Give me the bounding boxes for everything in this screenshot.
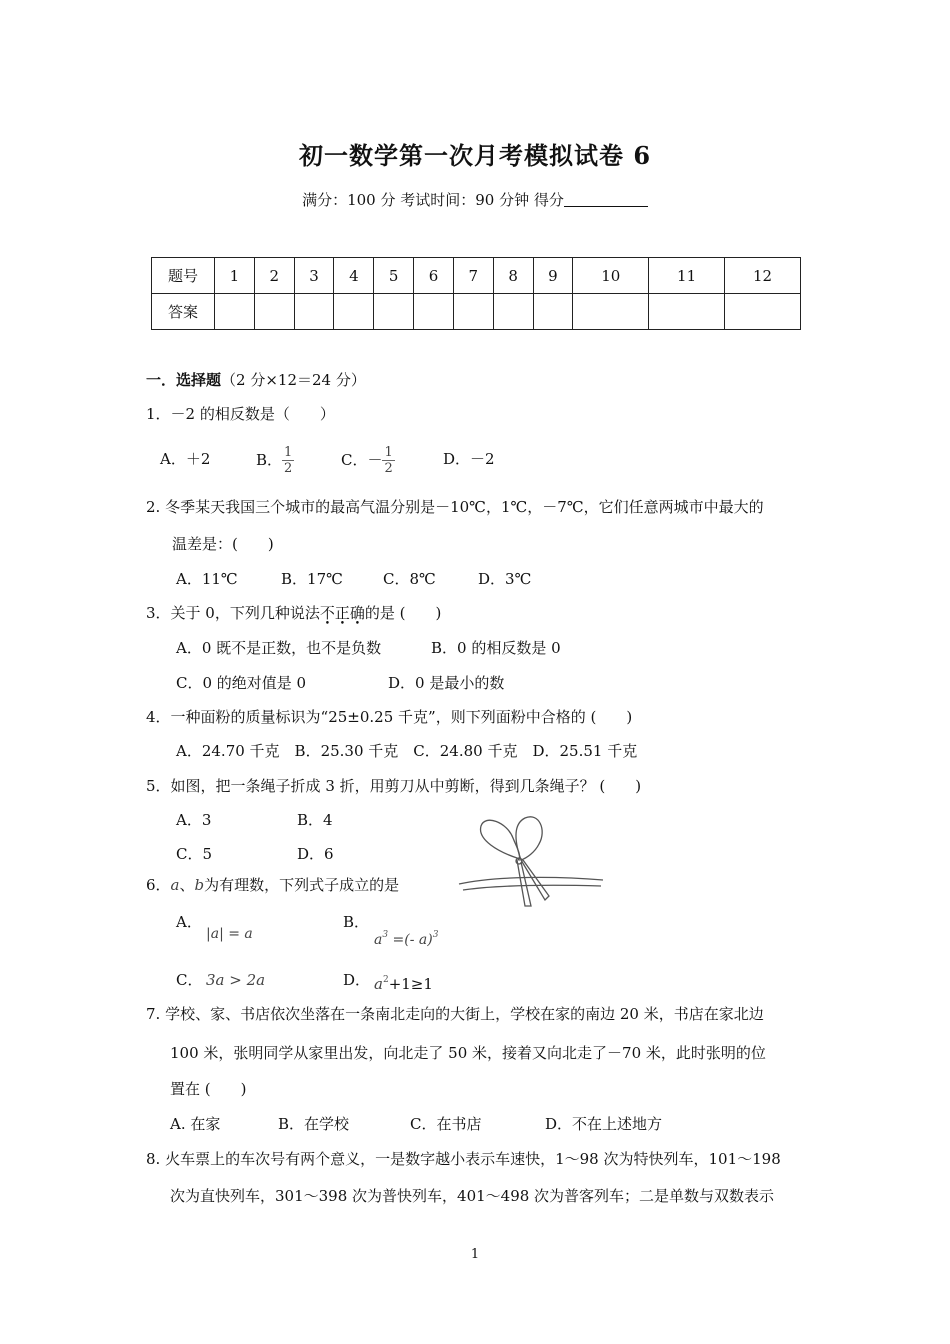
q6-stem (146, 875, 399, 895)
q6-b-exponent-2: 3 (432, 930, 439, 940)
q8-line1: 8. 火车票上的车次号有两个意义，一是数字越小表示车速快，1～98 次为特快列车，101～198 (146, 1150, 781, 1168)
q7-line3: 置在 ( ) (170, 1080, 247, 1098)
q6-option-c-expr: 3a > 2a (206, 971, 266, 989)
scissors-handle-right (516, 817, 542, 860)
q2-option-a: A．11℃ (176, 570, 238, 588)
answer-cell[interactable] (725, 294, 801, 330)
q3-option-a: A．0 既不是正数，也不是负数 (176, 639, 382, 657)
q1-option-c-label: C．－ (341, 451, 383, 469)
answer-cell[interactable] (215, 294, 255, 330)
answer-table-answer-row (152, 294, 801, 330)
q5-option-d: D．6 (297, 845, 334, 863)
emphasis-char: 不 (319, 604, 335, 622)
score-blank[interactable] (564, 192, 648, 207)
q6-sep: 、 (179, 876, 195, 894)
table-number: 1 (215, 258, 255, 294)
answer-cell[interactable] (573, 294, 649, 330)
table-number: 6 (414, 258, 454, 294)
q1-option-d: D．－2 (443, 450, 495, 468)
q1-option-b-label: B． (256, 451, 283, 469)
fraction (382, 445, 394, 476)
scissors-handle-left (481, 820, 520, 860)
table-number: 10 (573, 258, 649, 294)
fraction-denominator: 2 (384, 460, 393, 476)
q6-option-b-expr (374, 925, 438, 950)
q7-line1: 7. 学校、家、书店依次坐落在一条南北走向的大街上，学校在家的南边 20 米，书店在家北边 (146, 1005, 764, 1023)
q1-option-b (256, 438, 294, 482)
exam-info (0, 189, 950, 210)
table-number: 5 (374, 258, 414, 294)
q4-stem: 4．一种面粉的质量标识为“25±0.25 千克”，则下列面粉中合格的 ( ) (146, 708, 633, 726)
section-heading (146, 370, 366, 390)
q3-option-b: B．0 的相反数是 0 (431, 639, 561, 657)
table-header-label: 题号 (152, 258, 215, 294)
q6-option-b-label: B． (343, 913, 370, 931)
q5-option-c: C．5 (176, 845, 213, 863)
q7-option-a: A. 在家 (170, 1115, 221, 1133)
answer-cell[interactable] (414, 294, 454, 330)
page-number: 1 (470, 1247, 480, 1262)
section-points: （2 分×12＝24 分） (221, 371, 366, 389)
q1-option-c (341, 438, 395, 482)
answer-cell[interactable] (493, 294, 533, 330)
q3-stem-post: 的是 ( ) (364, 604, 442, 622)
q7-option-c: C．在书店 (410, 1115, 482, 1133)
answer-cell[interactable] (453, 294, 493, 330)
q3-stem-pre: 3．关于 0，下列几种说法 (146, 604, 320, 622)
table-number: 7 (453, 258, 493, 294)
scissors-rope-figure (455, 810, 607, 910)
table-number: 11 (649, 258, 725, 294)
q1-option-a: A．＋2 (160, 450, 211, 468)
q6-stem-text: 为有理数，下列式子成立的是 (204, 876, 400, 894)
q7-line2: 100 米，张明同学从家里出发，向北走了 50 米，接着又向北走了－70 米，此时张明的位 (170, 1044, 766, 1062)
answer-cell[interactable] (533, 294, 573, 330)
fraction-numerator: 1 (384, 444, 393, 460)
q2-option-b: B．17℃ (281, 570, 343, 588)
q6-var-b: b (194, 876, 205, 894)
q3-option-c: C．0 的绝对值是 0 (176, 674, 307, 692)
q6-option-d-expr (374, 970, 433, 994)
fraction-denominator: 2 (284, 460, 293, 476)
answer-cell[interactable] (649, 294, 725, 330)
q2-option-d: D．3℃ (478, 570, 532, 588)
q2-line1: 2. 冬季某天我国三个城市的最高气温分别是－10℃，1℃，－7℃，它们任意两城市中最大的 (146, 498, 764, 516)
table-number: 3 (294, 258, 334, 294)
exam-info-text: 满分：100 分 考试时间：90 分钟 得分 (302, 191, 564, 209)
q5-option-b: B．4 (297, 811, 333, 829)
q3-stem (146, 603, 441, 623)
answer-cell[interactable] (374, 294, 414, 330)
table-answer-label: 答案 (152, 294, 215, 330)
answer-cell[interactable] (294, 294, 334, 330)
table-number: 12 (725, 258, 801, 294)
q6-option-a-label: A． (176, 913, 202, 931)
rope-line (463, 885, 601, 890)
fraction (282, 445, 294, 476)
q2-option-c: C．8℃ (383, 570, 436, 588)
q4-options: A．24.70 千克 B．25.30 千克 C．24.80 千克 D．25.51 千克 (176, 742, 638, 760)
answer-cell[interactable] (334, 294, 374, 330)
q6-option-c-label: C． (176, 971, 203, 989)
section-title: 一．选择题 (146, 371, 222, 389)
page-title: 初一数学第一次月考模拟试卷 6 (298, 141, 652, 170)
q2-line2: 温差是：( ) (172, 535, 274, 553)
q3-option-d: D．0 是最小的数 (388, 674, 505, 692)
table-number: 8 (493, 258, 533, 294)
emphasis-char: 确 (349, 604, 365, 622)
q6-d-base: a (374, 975, 383, 993)
q1-stem: 1．－2 的相反数是（ ） (146, 405, 335, 423)
q6-var-a: a (170, 876, 180, 894)
emphasis-char: 正 (334, 604, 350, 622)
q6-number: 6． (146, 876, 171, 894)
fraction-numerator: 1 (284, 444, 293, 460)
table-number: 4 (334, 258, 374, 294)
q6-d-exponent: 2 (382, 975, 389, 985)
q7-option-d: D．不在上述地方 (545, 1115, 663, 1133)
answer-table-header-row (152, 258, 801, 294)
q6-d-rest: +1≥1 (388, 975, 433, 993)
q6-b-exponent: 3 (382, 930, 389, 940)
q6-b-base: a (374, 932, 383, 948)
q5-stem: 5．如图，把一条绳子折成 3 折，用剪刀从中剪断，得到几条绳子？ ( ) (146, 777, 642, 795)
q6-option-d-label: D． (343, 971, 371, 989)
scissors-blade (517, 860, 531, 906)
table-number: 9 (533, 258, 573, 294)
q5-option-a: A．3 (176, 811, 212, 829)
answer-table (151, 257, 801, 330)
rope-line (459, 877, 603, 884)
answer-cell[interactable] (254, 294, 294, 330)
q6-option-a-expr: |a| = a (206, 926, 253, 942)
q7-option-b: B．在学校 (278, 1115, 350, 1133)
table-number: 2 (254, 258, 294, 294)
q6-b-rhs: =(- a) (392, 932, 433, 948)
q8-line2: 次为直快列车，301～398 次为普快列车，401～498 次为普客列车；二是单数与双数表示 (170, 1187, 775, 1205)
